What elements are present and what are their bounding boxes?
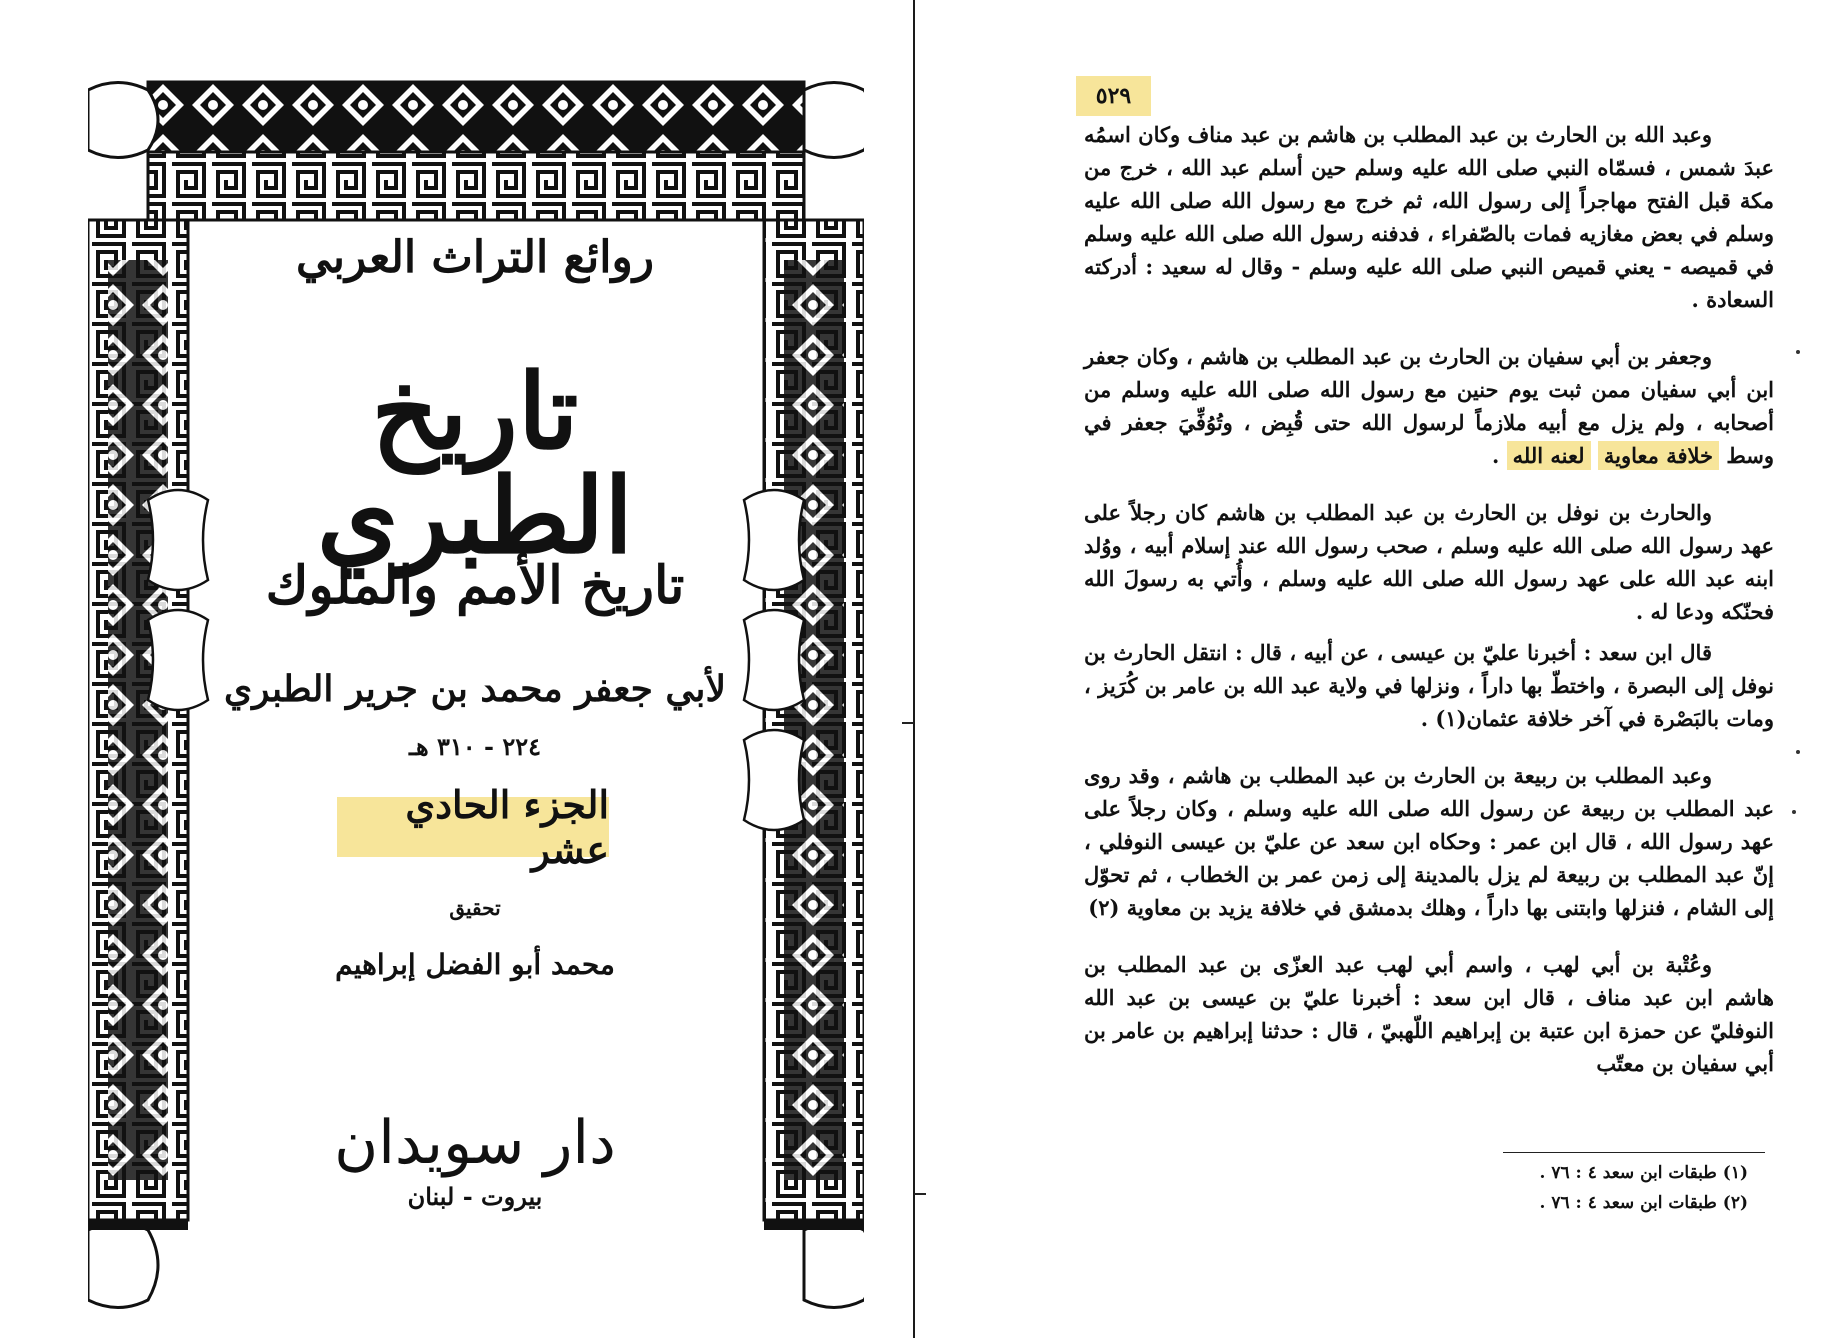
paragraph: والحارث بن نوفل بن الحارث بن عبد المطلب بن هاشم كان رجلاً على عهد رسول الله صلى الله عليه وسلم ، صحب رسول الله عند إسلام أبيه ، ووُلد ابنه عبد الله على عهد رسول الله صلى الله عليه وسلم ، وأُتي به رسولَ الله فحنّكه ودعا له . xyxy=(1084,500,1774,624)
paragraph-text: وجعفر بن أبي سفيان بن الحارث بن عبد المطلب بن هاشم ، وكان جعفر ابن أبي سفيان ممن ثبت يوم حنين مع رسول الله صلى الله عليه وسلم من أصحابه ، ولم يزل مع أبيه ملازماً لرسول الله حتى قُبِض ، وتُوُفِّيَ جعفر في وسط xyxy=(1084,344,1774,468)
highlighted-text: خلافة معاوية xyxy=(1598,441,1719,470)
footnote: (٢) طبقات ابن سعد ٤ : ٧٦ . xyxy=(1539,1193,1748,1213)
footnote: (١) طبقات ابن سعد ٤ : ٧٦ . xyxy=(1539,1163,1748,1183)
author-name: لأبي جعفر محمد بن جرير الطبري xyxy=(224,668,726,710)
paragraph: وعبد الله بن الحارث بن عبد المطلب بن هاشم بن عبد مناف وكان اسمُه عبدَ شمس ، فسمّاه النبي صلى الله عليه وسلم حين أسلم عبد الله ، خرج من مكة قبل الفتح مهاجراً إلى رسول الله، ثم خرج مع رسول الله صلى الله عليه وسلم في بعض مغازيه فمات بالصّفراء ، فدفنه رسول الله صلى الله عليه وسلم في قميصه - يعني قميص النبي صلى الله عليه وسلم - وقال له سعيد : أدركته السعادة . xyxy=(1084,122,1774,312)
book-title: تاريخ الطبري xyxy=(316,350,634,577)
footnotes xyxy=(1396,1158,1766,1218)
editor-name: محمد أبو الفضل إبراهيم xyxy=(335,948,615,981)
body-text xyxy=(1084,118,1774,1104)
publisher-place: بيروت - لبنان xyxy=(407,1182,543,1211)
edge-mark xyxy=(1792,810,1796,814)
text-page xyxy=(1056,60,1796,1320)
gutter-mark xyxy=(902,722,914,724)
gutter-mark xyxy=(914,1193,926,1195)
edge-mark xyxy=(1796,350,1800,354)
footnote-divider xyxy=(1503,1152,1765,1153)
edge-mark xyxy=(1796,750,1800,754)
book-subtitle: تاريخ الأمم والملوك xyxy=(265,555,685,616)
page-number-highlight xyxy=(1076,76,1151,116)
paragraph: وجعفر بن أبي سفيان بن الحارث بن عبد المطلب بن هاشم ، وكان جعفر ابن أبي سفيان ممن ثبت يوم حنين مع رسول الله صلى الله عليه وسلم من أصحابه ، ولم يزل مع أبيه ملازماً لرسول الله حتى قُبِض ، وتُوُفِّيَ جعفر في وسط خلافة معاوية لعنه الله . xyxy=(1084,344,1774,468)
highlighted-text: لعنه الله xyxy=(1507,441,1591,470)
paragraph: قال ابن سعد : أخبرنا عليّ بن عيسى ، عن أبيه ، قال : انتقل الحارث بن نوفل إلى البصرة ، واختطّ بها داراً ، ونزلها في ولاية عبد الله بن عامر بن كُرَيز ، ومات بالبَصْرة في آخر خلافة عثمان(١) . xyxy=(1084,640,1774,731)
page-number: ٥٢٩ xyxy=(1095,83,1132,109)
paragraph: وعبد المطلب بن ربيعة بن الحارث بن عبد المطلب بن هاشم ، وقد روى عبد المطلب بن ربيعة عن رسول الله صلى الله عليه وسلم ، وكان رجلاً على عهد رسول الله ، قال ابن عمر : وحكاه ابن سعد عن عليّ بن عيسى النوفلي ، إنّ عبد المطلب بن ربيعة لم يزل بالمدينة إلى زمن عمر بن الخطاب ، ثم تحوّل إلى الشام ، فنزلها وابتنى بها داراً ، وهلك بدمشق في خلافة يزيد بن معاوية (٢) xyxy=(1084,763,1774,920)
volume-highlight xyxy=(337,782,609,872)
author-dates: ٢٢٤ - ٣١٠ هـ xyxy=(408,732,542,761)
page-gutter xyxy=(913,0,915,1338)
paragraph: وعُتْبة بن أبي لهب ، واسم أبي لهب عبد العزّى بن عبد المطلب بن هاشم ابن عبد مناف ، قال ابن سعد : أخبرنا عليّ بن عيسى بن عبد الله النوفليّ عن حمزة ابن عتبة بن إبراهيم اللّهبيّ ، قال : حدثنا إبراهيم بن عامر بن أبي سفيان بن معتّب xyxy=(1084,952,1774,1076)
edited-by-label: تحقيق xyxy=(449,896,501,920)
series-title: روائع التراث العربي xyxy=(296,232,654,283)
publisher-name: دار سويدان xyxy=(334,1108,616,1178)
volume-label: الجزء الحادي عشر xyxy=(405,782,609,872)
